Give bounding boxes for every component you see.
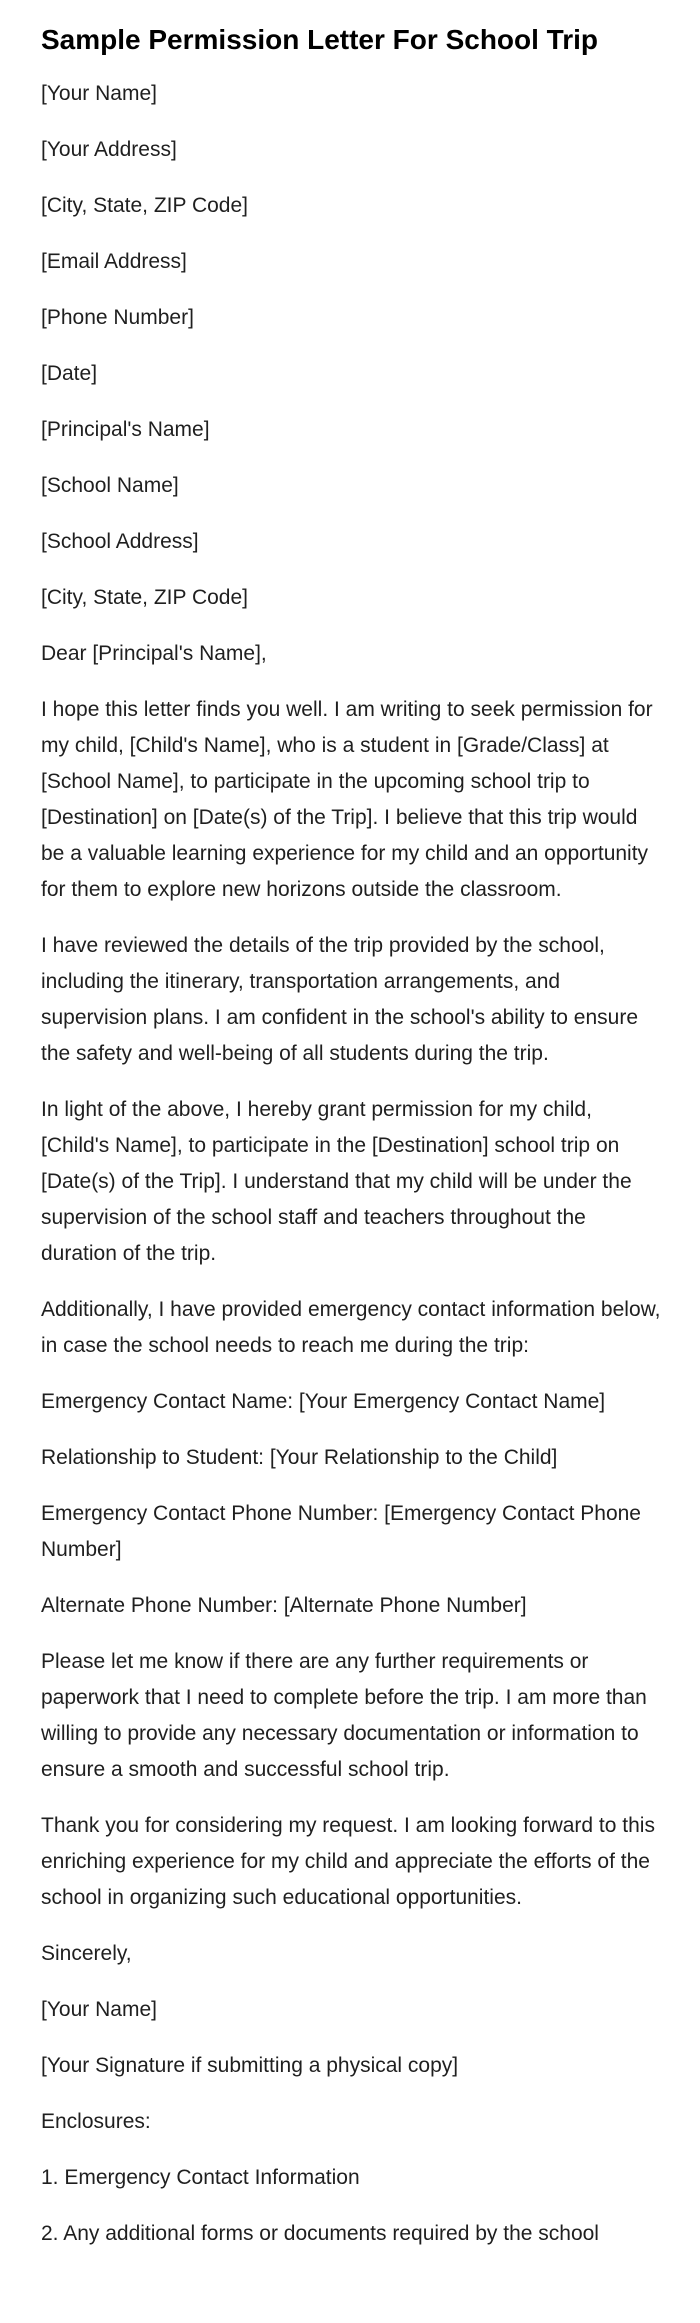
enclosure-item: 2. Any additional forms or documents required by the school	[41, 2222, 599, 2245]
enclosure-item: 1. Emergency Contact Information	[41, 2166, 360, 2189]
body-paragraph-review: I have reviewed the details of the trip provided by the school, including the itinerary, transportation arrangements, and supervision plans. I am confident in the school's ability to ensure the safety and well-being of all students during the trip.	[41, 934, 639, 1065]
emergency-alternate-phone: Alternate Phone Number: [Alternate Phone Number]	[41, 1594, 527, 1617]
body-paragraph-intro: I hope this letter finds you well. I am writing to seek permission for my child, [Child's Name], who is a student in [Grade/Class] at [School Name], to participate in the upcoming school trip to [Destination] on [Date(s) of the Trip]. I believe that this trip would be a valuable learning experience for my child and an opportunity for them to explore new horizons outside the classroom.	[41, 698, 653, 901]
sign-off: Sincerely,	[41, 1942, 132, 1965]
sender-address: [Your Address]	[41, 138, 177, 161]
sender-phone: [Phone Number]	[41, 306, 194, 329]
salutation: Dear [Principal's Name],	[41, 642, 267, 665]
body-paragraph-permission: In light of the above, I hereby grant permission for my child, [Child's Name], to participate in the [Destination] school trip on [Date(s) of the Trip]. I understand that my child will be under the supervision of the school staff and teachers throughout the duration of the trip.	[41, 1098, 632, 1265]
emergency-contact-phone: Emergency Contact Phone Number: [Emergency Contact Phone Number]	[41, 1502, 641, 1561]
enclosures-heading: Enclosures:	[41, 2110, 151, 2133]
recipient-address: [School Address]	[41, 530, 199, 553]
closing-paragraph-requirements: Please let me know if there are any further requirements or paperwork that I need to complete before the trip. I am more than willing to provide any necessary documentation or information to ensure a smooth and successful school trip.	[41, 1650, 647, 1781]
recipient-city-state-zip: [City, State, ZIP Code]	[41, 586, 248, 609]
sender-name: [Your Name]	[41, 82, 157, 105]
sender-city-state-zip: [City, State, ZIP Code]	[41, 194, 248, 217]
letter-date: [Date]	[41, 362, 98, 385]
page-title: Sample Permission Letter For School Trip	[41, 24, 599, 55]
emergency-relationship: Relationship to Student: [Your Relationship to the Child]	[41, 1446, 558, 1469]
signature-name: [Your Name]	[41, 1998, 157, 2021]
signature-note: [Your Signature if submitting a physical copy]	[41, 2054, 459, 2077]
recipient-school: [School Name]	[41, 474, 179, 497]
body-paragraph-emergency-intro: Additionally, I have provided emergency contact information below, in case the school needs to reach me during the trip:	[41, 1298, 661, 1357]
sender-email: [Email Address]	[41, 250, 187, 273]
emergency-contact-name: Emergency Contact Name: [Your Emergency Contact Name]	[41, 1390, 606, 1413]
closing-paragraph-thanks: Thank you for considering my request. I am looking forward to this enriching experience for my child and appreciate the efforts of the school in organizing such educational opportunities.	[41, 1814, 655, 1909]
recipient-name: [Principal's Name]	[41, 418, 210, 441]
